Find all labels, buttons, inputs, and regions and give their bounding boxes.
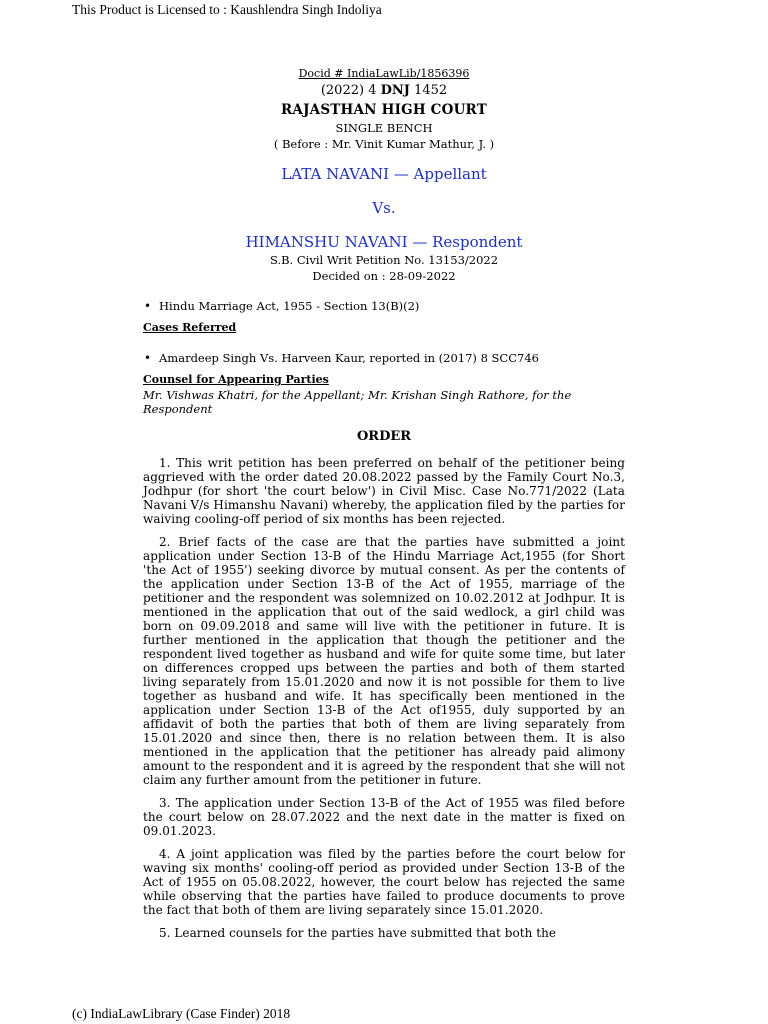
cases-referred-list xyxy=(143,350,625,366)
doc-id: Docid # IndiaLawLib/1856396 xyxy=(298,67,470,80)
paragraph: 4. A joint application was filed by the parties before the court below for waving six months' cooling-off period as provided under Section 13-B of the Act of 1955 on 05.08.2022, however, the court below has rejected the same while observing that the parties have failed to produce documents to prove the fact that both of them are living separately since 15.01.2020. xyxy=(143,847,625,917)
petition-number: S.B. Civil Writ Petition No. 13153/2022 xyxy=(269,253,499,267)
act-item: • Hindu Marriage Act, 1955 - Section 13(B)(2) xyxy=(157,298,625,314)
court-name: RAJASTHAN HIGH COURT xyxy=(281,102,487,118)
judge-before: ( Before : Mr. Vinit Kumar Mathur, J. ) xyxy=(273,137,495,151)
document-body xyxy=(143,66,625,940)
citation xyxy=(143,82,625,100)
decided-date: Decided on : 28-09-2022 xyxy=(312,269,456,283)
counsel-heading: Counsel for Appearing Parties xyxy=(143,373,329,386)
versus: Vs. xyxy=(372,199,396,217)
citation-suffix: 1452 xyxy=(409,83,448,98)
copyright-footer: (c) IndiaLawLibrary (Case Finder) 2018 xyxy=(72,1006,291,1021)
acts-list xyxy=(143,298,625,314)
paragraph: 5. Learned counsels for the parties have submitted that both the xyxy=(159,926,557,940)
paragraph: 1. This writ petition has been preferred on behalf of the petitioner being aggrieved with the order dated 20.08.2022 passed by the Family Court No.3, Jodhpur (for short 'the court below') in Civil Misc. Case No.771/2022 (Lata Navani V/s Himanshu Navani) whereby, the application filed by the parties for waiving cooling-off period of six months has been rejected. xyxy=(143,456,625,526)
order-heading: ORDER xyxy=(356,429,412,444)
bench-type: SINGLE BENCH xyxy=(335,121,433,135)
citation-prefix: (2022) 4 xyxy=(320,83,381,98)
paragraph: 2. Brief facts of the case are that the parties have submitted a joint application under Section 13-B of the Hindu Marriage Act,1955 (for Short 'the Act of 1955') seeking divorce by mutual consent. As per the contents of the application under Section 13-B of the Act of 1955, marriage of the petitioner and the respondent was solemnized on 10.02.2012 at Jodhpur. It is mentioned in the application that out of the said wedlock, a girl child was born on 09.09.2018 and same will live with the petitioner in future. It is further mentioned in the application that though the petitioner and the respondent lived together as husband and wife for quite some time, but later on differences cropped ups between the parties and both of them started living separately from 15.01.2020 and now it is not possible for them to live together as husband and wife. It has specifically been mentioned in the application under Section 13-B of the Act of1955, duly supported by an affidavit of both the parties that both of them are living separately from 15.01.2020 and since then, there is no relation between them. It is also mentioned in the application that the petitioner has already paid alimony amount to the respondent and it is agreed by the respondent that she will not claim any further amount from the petitioner in future. xyxy=(143,535,625,787)
case-item: • Amardeep Singh Vs. Harveen Kaur, reported in (2017) 8 SCC746 xyxy=(157,350,625,366)
respondent: HIMANSHU NAVANI — Respondent xyxy=(245,233,523,251)
citation-reporter: DNJ xyxy=(380,83,410,98)
license-header: This Product is Licensed to : Kaushlendra Singh Indoliya xyxy=(72,2,382,17)
cases-referred-heading: Cases Referred xyxy=(143,321,237,334)
appellant: LATA NAVANI — Appellant xyxy=(281,165,487,183)
paragraph: 3. The application under Section 13-B of the Act of 1955 was filed before the court below on 28.07.2022 and the next date in the matter is fixed on 09.01.2023. xyxy=(143,796,625,838)
counsel-text: Mr. Vishwas Khatri, for the Appellant; Mr. Krishan Singh Rathore, for the Respondent xyxy=(143,388,572,416)
